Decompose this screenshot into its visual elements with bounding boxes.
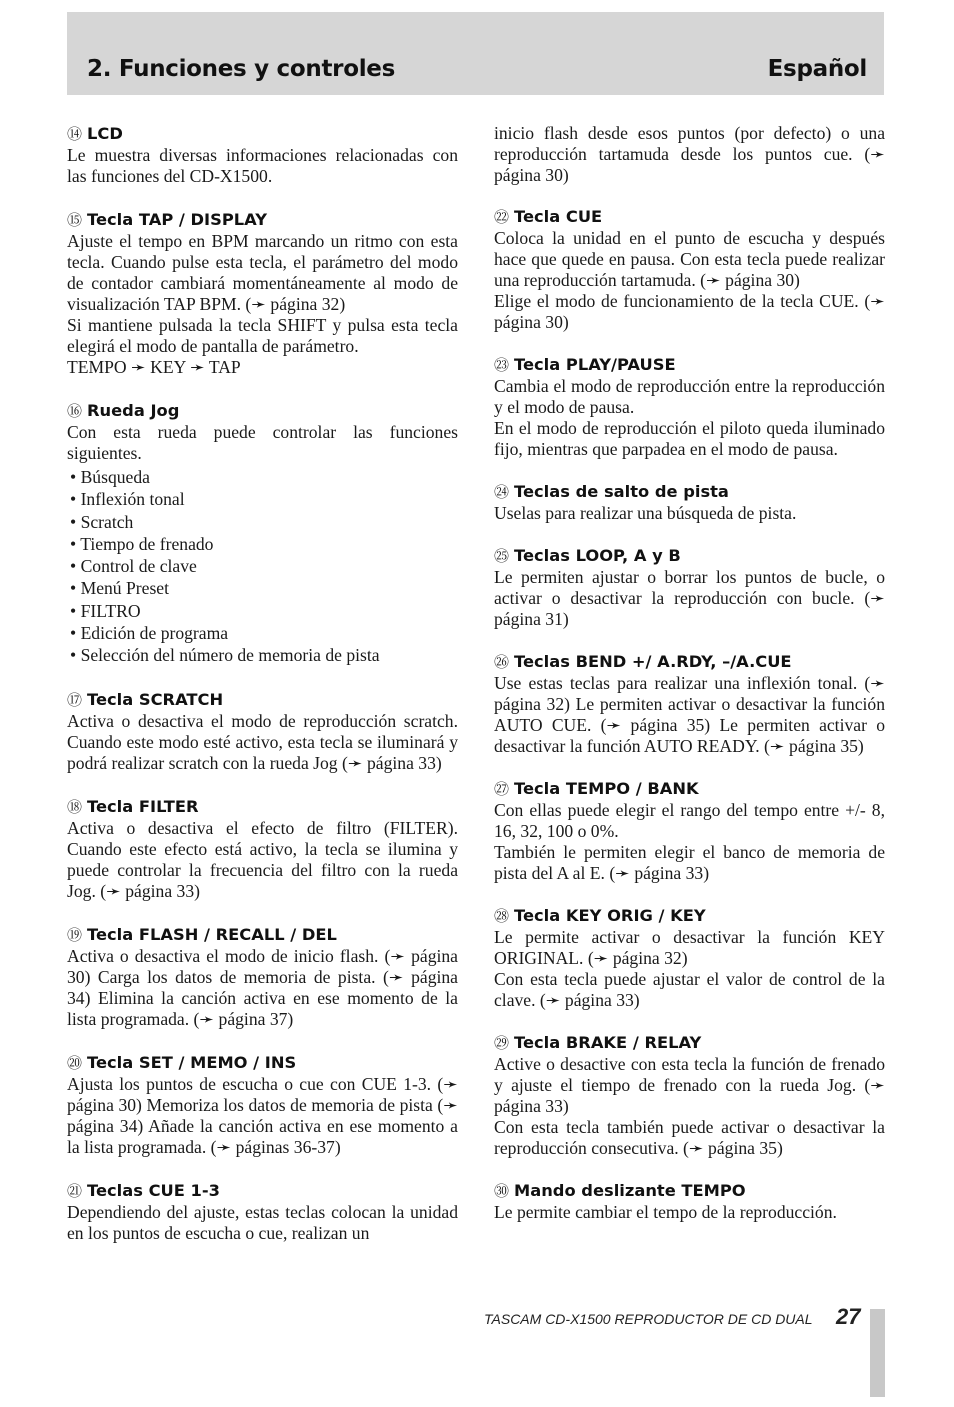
footer-product: TASCAM CD-X1500 REPRODUCTOR DE CD DUAL — [484, 1311, 813, 1327]
feature-description: También le permiten elegir el banco de memoria de pista del A al E. (➛ página 33) — [494, 842, 885, 883]
feature-description: Con ellas puede elegir el rango del tempo entre +/- 8, 16, 32, 100 o 0%. — [494, 800, 885, 841]
feature-description: Elige el modo de funcionamiento de la tecla CUE. (➛ página 30) — [494, 291, 885, 332]
feature-title: Tecla SET / MEMO / INS — [87, 1052, 297, 1072]
feature-description: Active o desactive con esta tecla la función de frenado y ajuste el tiempo de frenado con la rueda Jog. (➛ página 33) — [494, 1054, 885, 1116]
feature-title: Rueda Jog — [87, 401, 180, 420]
feature-number: ㉔ — [494, 483, 510, 501]
list-item: • Tiempo de frenado — [67, 533, 458, 555]
feature-section — [494, 1032, 885, 1159]
feature-description: Ajusta los puntos de escucha o cue con CUE 1-3. (➛ página 30) Memoriza los datos de memoria de pista (➛ página 34) Añade la canción activa en ese momento a la lista programada. (➛ páginas 36-37) — [67, 1073, 458, 1157]
feature-heading — [494, 354, 885, 376]
page-tab-marker — [870, 1309, 885, 1397]
feature-description: Ajuste el tempo en BPM marcando un ritmo con esta tecla. Cuando pulse esta tecla, el parámetro del modo de contador cambiará momentáneamente al modo de visualización TAP BPM. (➛ página 32) — [67, 231, 458, 314]
feature-list — [67, 466, 458, 667]
feature-section — [67, 1180, 458, 1244]
feature-description: Coloca la unidad en el punto de escucha y después hace que quede en pausa. Con esta tecla puede realizar una reproducción tartamuda. (➛ página 30) — [494, 228, 885, 290]
feature-number: ㉙ — [494, 1034, 510, 1052]
feature-number: ⑮ — [67, 211, 83, 229]
feature-title: Tecla PLAY/PAUSE — [514, 355, 676, 374]
feature-title: Mando deslizante TEMPO — [514, 1181, 746, 1200]
feature-section — [67, 209, 458, 378]
list-item: • Selección del número de memoria de pista — [67, 644, 458, 666]
feature-section — [67, 796, 458, 902]
feature-description: En el modo de reproducción el piloto queda iluminado fijo, mientras que parpadea en el modo de pausa. — [494, 418, 885, 459]
page-header — [67, 12, 884, 95]
feature-section — [494, 354, 885, 460]
feature-heading — [67, 1052, 458, 1074]
list-item: • Inflexión tonal — [67, 488, 458, 510]
feature-number: ㉘ — [494, 907, 510, 925]
feature-heading — [494, 1032, 885, 1054]
feature-description: Activa o desactiva el modo de reproducción scratch. Cuando este modo esté activo, esta tecla se iluminará y podrá realizar scratch con la rueda Jog (➛ página 33) — [67, 710, 458, 773]
feature-heading — [67, 1180, 458, 1202]
page-number: 27 — [836, 1304, 861, 1329]
feature-title: Tecla SCRATCH — [87, 689, 224, 709]
feature-description: Con esta rueda puede controlar las funciones siguientes. — [67, 422, 458, 463]
left-column — [67, 123, 458, 1266]
feature-heading — [494, 545, 885, 567]
feature-description: Use estas teclas para realizar una inflexión tonal. (➛ página 32) Le permiten activar o desactivar la función AUTO CUE. (➛ página 35) Le permiten activar o desactivar la función AUTO READY. (➛ página 35) — [494, 673, 885, 756]
feature-number: ⑱ — [67, 797, 83, 816]
feature-description: Le permite activar o desactivar la función KEY ORIGINAL. (➛ página 32) — [494, 927, 885, 968]
feature-section — [67, 400, 458, 667]
continued-paragraph: inicio flash desde esos puntos (por defecto) o una reproducción tartamuda desde los puntos cue. (➛ página 30) — [494, 123, 885, 185]
list-item: • Control de clave — [67, 555, 458, 577]
feature-number: ㉚ — [494, 1182, 510, 1200]
feature-title: Tecla TAP / DISPLAY — [87, 210, 267, 229]
right-column — [494, 123, 885, 1244]
feature-section — [67, 1052, 458, 1158]
list-item: • FILTRO — [67, 600, 458, 622]
feature-description: Cambia el modo de reproducción entre la reproducción y el modo de pausa. — [494, 376, 885, 417]
section-title: 2. Funciones y controles — [87, 56, 395, 82]
feature-title: Tecla FLASH / RECALL / DEL — [87, 924, 337, 944]
feature-section — [494, 778, 885, 884]
feature-section — [494, 651, 885, 757]
feature-heading — [67, 400, 458, 422]
feature-number: ㉓ — [494, 356, 510, 374]
feature-heading — [67, 924, 458, 946]
feature-description: Activa o desactiva el efecto de filtro (FILTER). Cuando este efecto está activo, la tecla se ilumina y puede controlar la frecuencia del filtro con la rueda Jog. (➛ página 33) — [67, 817, 458, 901]
feature-title: Teclas LOOP, A y B — [514, 546, 681, 565]
feature-number: ㉖ — [494, 653, 510, 671]
list-item: • Búsqueda — [67, 466, 458, 488]
feature-number: ⑳ — [67, 1053, 83, 1072]
feature-heading — [67, 123, 458, 145]
feature-section — [494, 206, 885, 333]
feature-description: Uselas para realizar una búsqueda de pista. — [494, 503, 797, 523]
feature-description: Con esta tecla también puede activar o desactivar la reproducción consecutiva. (➛ página 35) — [494, 1117, 885, 1158]
feature-section — [67, 689, 458, 774]
feature-description: Le permite cambiar el tempo de la reproducción. — [494, 1202, 837, 1222]
feature-number: ㉗ — [494, 780, 510, 798]
feature-number: ㉒ — [494, 208, 510, 226]
feature-heading — [494, 905, 885, 927]
feature-title: Tecla TEMPO / BANK — [514, 779, 699, 798]
feature-title: Teclas de salto de pista — [514, 482, 729, 501]
feature-description: Activa o desactiva el modo de inicio flash. (➛ página 30) Carga los datos de memoria de pista. (➛ página 34) Elimina la canción activa en ese momento de la lista programada. (➛ página 37) — [67, 945, 458, 1029]
feature-description: Le permiten ajustar o borrar los puntos de bucle, o activar o desactivar la reproducción con bucle. (➛ página 31) — [494, 567, 885, 629]
list-item: • Menú Preset — [67, 577, 458, 599]
feature-number: ㉕ — [494, 547, 510, 565]
feature-section — [494, 905, 885, 1011]
feature-description: TEMPO ➛ KEY ➛ TAP — [67, 357, 241, 377]
feature-number: ⑲ — [67, 925, 83, 944]
language-label: Español — [767, 56, 867, 82]
list-item: • Scratch — [67, 511, 458, 533]
feature-description: Si mantiene pulsada la tecla SHIFT y pulsa esta tecla elegirá el modo de pantalla de parámetro. — [67, 315, 458, 356]
feature-heading — [494, 481, 885, 503]
feature-title: Tecla FILTER — [87, 796, 199, 816]
feature-section — [67, 123, 458, 187]
feature-title: Teclas BEND +/ A.RDY, –/A.CUE — [514, 652, 792, 671]
feature-number: ⑯ — [67, 402, 83, 420]
feature-number: ⑰ — [67, 690, 83, 709]
feature-section — [494, 481, 885, 524]
feature-description: Con esta tecla puede ajustar el valor de control de la clave. (➛ página 33) — [494, 969, 885, 1010]
feature-number: ㉑ — [67, 1181, 83, 1200]
feature-title: Tecla KEY ORIG / KEY — [514, 906, 706, 925]
feature-description: Le muestra diversas informaciones relacionadas con las funciones del CD-X1500. — [67, 145, 458, 186]
feature-title: Teclas CUE 1-3 — [87, 1180, 220, 1200]
feature-section — [494, 1180, 885, 1223]
feature-heading — [494, 1180, 885, 1202]
list-item: • Edición de programa — [67, 622, 458, 644]
feature-section — [494, 545, 885, 630]
feature-heading — [67, 689, 458, 711]
feature-heading — [494, 778, 885, 800]
feature-heading — [494, 206, 885, 228]
feature-title: Tecla BRAKE / RELAY — [514, 1033, 702, 1052]
feature-number: ⑭ — [67, 125, 83, 143]
feature-description: Dependiendo del ajuste, estas teclas colocan la unidad en los puntos de escucha o cue, realizan un — [67, 1201, 458, 1243]
feature-heading — [67, 796, 458, 818]
feature-title: Tecla CUE — [514, 207, 603, 226]
feature-title: LCD — [87, 124, 123, 143]
feature-heading — [494, 651, 885, 673]
feature-heading — [67, 209, 458, 231]
feature-section — [67, 924, 458, 1030]
